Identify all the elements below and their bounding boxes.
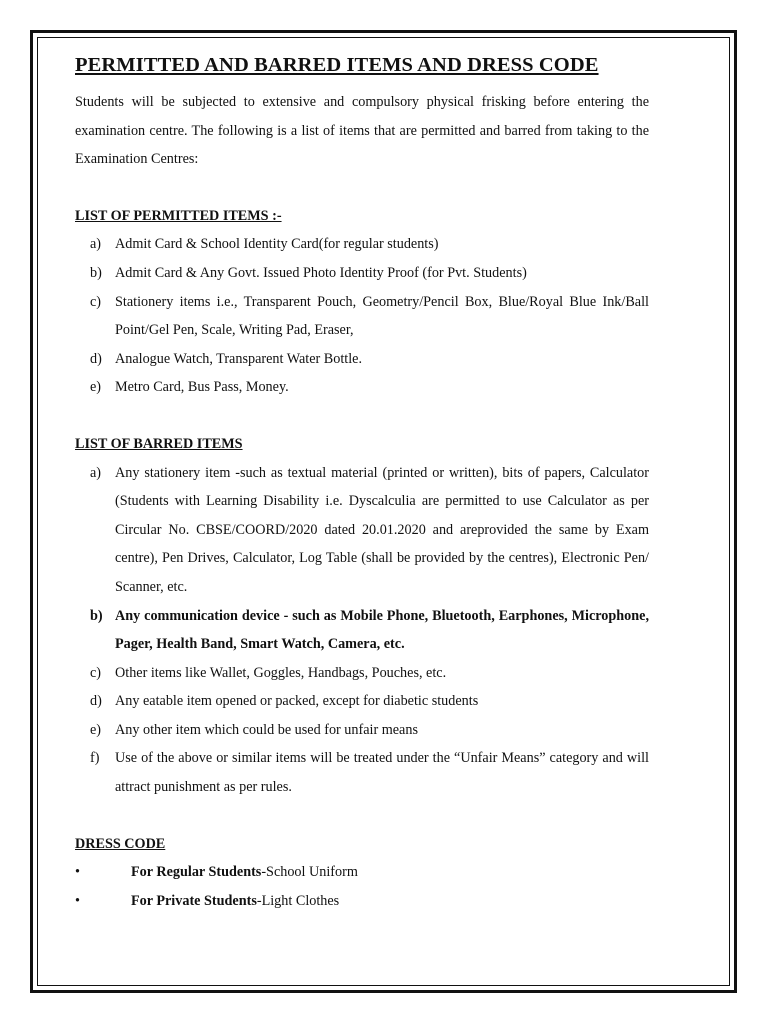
- dress-code-item: [75, 858, 649, 887]
- dress-code-heading: DRESS CODE: [75, 835, 166, 852]
- permitted-item-text: Admit Card & Any Govt. Issued Photo Identity Proof (for Pvt. Students): [115, 264, 527, 281]
- list-marker: a): [90, 464, 102, 481]
- dress-code-list: [75, 858, 649, 915]
- barred-item-text: Any communication device - such as Mobile Phone, Bluetooth, Earphones, Microphone, Pager, Health Band, Smart Watch, Camera, etc.: [115, 607, 649, 653]
- list-marker: b): [90, 607, 103, 624]
- bullet-icon: •: [75, 864, 80, 881]
- barred-item: [75, 659, 649, 688]
- intro-paragraph: Students will be subjected to extensive and compulsory physical frisking before entering the examination centre. The following is a list of items that are permitted and barred from taking to the Examination Centres:: [75, 94, 649, 168]
- list-marker: f): [90, 750, 100, 767]
- list-marker: b): [90, 264, 102, 281]
- dress-code-section: [75, 830, 649, 916]
- barred-item: [75, 744, 649, 801]
- barred-item-text: Any other item which could be used for unfair means: [115, 721, 418, 738]
- permitted-item-text: Stationery items i.e., Transparent Pouch, Geometry/Pencil Box, Blue/Royal Blue Ink/Ball Point/Gel Pen, Scale, Writing Pad, Eraser,: [115, 293, 649, 339]
- permitted-heading: LIST OF PERMITTED ITEMS :-: [75, 207, 282, 224]
- barred-item-text: Any stationery item -such as textual material (printed or written), bits of papers, Calculator (Students with Learning Disability i.e. Dyscalculia are permitted to use Calculator as per Circular No. CBSE/COORD/2020 dated 20.01.2020 and areprovided the same by Exam centre), Pen Drives, Calculator, Log Table (shall be provided by the centres), Electronic Pen/ Scanner, etc.: [115, 464, 649, 595]
- permitted-item: [75, 288, 649, 345]
- list-marker: c): [90, 293, 102, 310]
- barred-item: [75, 687, 649, 716]
- permitted-item: [75, 230, 649, 259]
- bullet-icon: •: [75, 892, 80, 909]
- dress-code-value: -School Uniform: [261, 864, 358, 881]
- barred-item-text: Use of the above or similar items will be treated under the “Unfair Means” category and will attract punishment as per rules.: [115, 750, 649, 796]
- permitted-item-text: Metro Card, Bus Pass, Money.: [115, 379, 289, 396]
- barred-list: [75, 459, 649, 802]
- barred-section: [75, 430, 649, 802]
- barred-item: [75, 716, 649, 745]
- dress-code-label: For Private Students: [131, 892, 257, 909]
- list-marker: e): [90, 721, 102, 738]
- permitted-list: [75, 230, 649, 402]
- permitted-item-text: Admit Card & School Identity Card(for regular students): [115, 236, 439, 253]
- permitted-item-text: Analogue Watch, Transparent Water Bottle.: [115, 350, 362, 367]
- dress-code-label: For Regular Students: [131, 864, 262, 881]
- list-marker: e): [90, 379, 102, 396]
- barred-heading: LIST OF BARRED ITEMS: [75, 435, 243, 452]
- list-marker: c): [90, 664, 102, 681]
- permitted-item: [75, 373, 649, 402]
- document-title: PERMITTED AND BARRED ITEMS AND DRESS CODE: [75, 54, 599, 76]
- barred-item-text: Other items like Wallet, Goggles, Handbags, Pouches, etc.: [115, 664, 447, 681]
- permitted-item: [75, 259, 649, 288]
- barred-item: [75, 459, 649, 602]
- dress-code-item: [75, 887, 649, 916]
- document-body: [75, 52, 649, 915]
- dress-code-value: -Light Clothes: [256, 892, 340, 909]
- barred-item: [75, 602, 649, 659]
- list-marker: d): [90, 350, 102, 367]
- barred-item-text: Any eatable item opened or packed, except for diabetic students: [115, 693, 479, 710]
- permitted-section: [75, 202, 649, 402]
- permitted-item: [75, 345, 649, 374]
- list-marker: a): [90, 236, 102, 253]
- list-marker: d): [90, 693, 102, 710]
